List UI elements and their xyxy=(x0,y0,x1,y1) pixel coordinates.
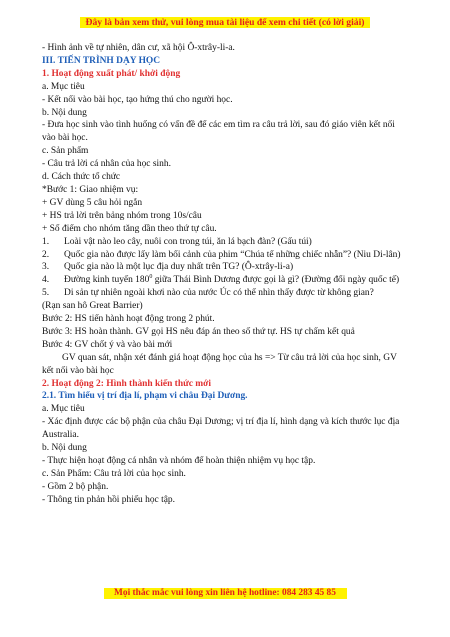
text-line: c. Sản phẩm xyxy=(42,146,89,157)
preview-notice-banner: Đây là bản xem thử, vui lòng mua tài liệu để xem chi tiết (có lời giải) xyxy=(80,17,370,28)
text-line: - Đưa học sinh vào tình huống có vấn đề để các em tìm ra câu trả lời, sau đó giáo viên kết nối vào bài học. xyxy=(42,120,395,144)
text-line: b. Nội dung xyxy=(42,443,87,454)
question-item xyxy=(42,249,410,262)
question-text: Loài vật nào leo cây, nuôi con trong túi, ăn lá bạch đàn? (Gấu túi) xyxy=(64,236,312,247)
text-line-body: GV quan sát, nhận xét đánh giá hoạt động học của hs => Từ câu trả lời của học sinh, GV kết nối vào bài học xyxy=(42,352,397,376)
question-number: 2. xyxy=(42,249,50,260)
text-line: b. Nội dung xyxy=(42,107,87,118)
text-line: *Bước 1: Giao nhiệm vụ: xyxy=(42,184,139,195)
text-line: - Gồm 2 bộ phận. xyxy=(42,481,109,492)
document-body xyxy=(42,42,410,507)
text-line: d. Cách thức tổ chức xyxy=(42,172,121,183)
question-text-cont: giữa Thái Bình Dương được gọi là gì? (Đường đổi ngày quốc tế) xyxy=(152,275,400,286)
question-item xyxy=(42,236,410,249)
text-line: Bước 2: HS tiến hành hoạt động trong 2 phút. xyxy=(42,314,215,325)
text-line: Bước 3: HS hoàn thành. GV gọi HS nêu đáp án theo số thứ tự. HS tự chấm kết quả xyxy=(42,326,355,337)
text-line: a. Mục tiêu xyxy=(42,81,85,92)
question-item xyxy=(42,274,410,287)
text-line: Bước 4: GV chốt ý và vào bài mới xyxy=(42,339,173,350)
question-text: Đường kinh tuyến 180 xyxy=(64,275,150,286)
question-number: 1. xyxy=(42,236,50,247)
text-line: - Thực hiện hoạt động cá nhân và nhóm để hoàn thiện nhiệm vụ học tập. xyxy=(42,456,316,466)
text-line: c. Sản Phẩm: Câu trả lời của học sinh. xyxy=(42,468,186,479)
question-number: 3. xyxy=(42,262,50,273)
text-line: - Xác định được các bộ phận của châu Đại Dương; vị trí địa lí, hình dạng và kích thước lục địa Australia. xyxy=(42,417,400,441)
text-line: + GV dùng 5 câu hỏi ngắn xyxy=(42,197,143,208)
question-text: Di sản tự nhiên ngoài khơi nào của nước Úc có thể nhìn thấy được từ không gian? xyxy=(64,288,374,299)
section-heading: III. TIẾN TRÌNH DẠY HỌC xyxy=(42,55,161,66)
text-line: + HS trả lời trên bảng nhóm trong 10s/câu xyxy=(42,210,202,221)
text-line: - Câu trả lời cá nhân của học sinh. xyxy=(42,159,171,170)
question-answer: (Rạn san hô Great Barrier) xyxy=(42,301,143,312)
text-line: a. Mục tiêu xyxy=(42,404,85,415)
question-item xyxy=(42,287,410,300)
question-text: Quốc gia nào được lấy làm bối cảnh của phim “Chúa tể những chiếc nhẫn”? (Niu Di-lân) xyxy=(64,249,401,260)
question-number: 4. xyxy=(42,275,50,286)
question-item xyxy=(42,261,410,274)
hotline-footer-banner: Mọi thắc mắc vui lòng xin liên hệ hotline: 084 283 45 85 xyxy=(104,588,347,599)
text-line: + Số điểm cho nhóm tăng dần theo thứ tự câu. xyxy=(42,223,217,234)
degree-superscript: 0 xyxy=(149,274,153,281)
text-line xyxy=(42,352,410,378)
activity-heading: 2. Hoạt động 2: Hình thành kiến thức mới xyxy=(42,378,211,389)
subsection-heading: 2.1. Tìm hiểu vị trí địa lí, phạm vi châu Đại Dương. xyxy=(42,391,248,402)
text-line: - Hình ảnh về tự nhiên, dân cư, xã hội Ô-xtrây-li-a. xyxy=(42,43,235,53)
question-number: 5. xyxy=(42,288,50,299)
activity-heading: 1. Hoạt động xuất phát/ khởi động xyxy=(42,68,181,79)
text-line: - Kết nối vào bài học, tạo hứng thú cho người học. xyxy=(42,94,233,105)
question-text: Quốc gia nào là một lục địa duy nhất trên TG? (Ô-xtrây-li-a) xyxy=(64,262,294,273)
text-line: - Thông tin phản hồi phiếu học tập. xyxy=(42,494,175,505)
